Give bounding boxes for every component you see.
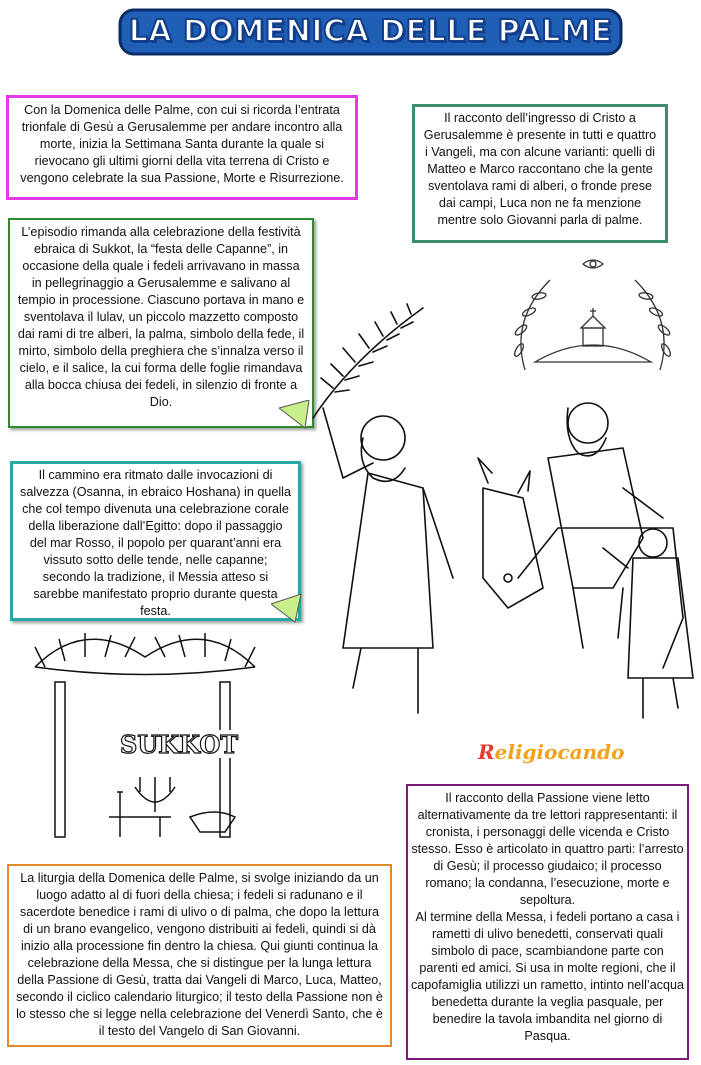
brand-logo	[478, 740, 625, 770]
liturgy-text: La liturgia della Domenica delle Palme, si svolge iniziando da un luogo adatto al di fuori della chiesa; i fedeli si radunano e il sacerdote benedice i rami di ulivo o di palma, che dopo la lettura di un brano evangelico, vengono distribuiti ai fedeli, quindi si dà inizio alla processione fin dentro la chiesa. Qui giunti continua la celebrazione della Messa, che si distingue per la lunga lettura della Passione di Gesù, tratta dai Vangeli di Marco, Luca, Matteo, secondo il ciclico calendario liturgico; il testo della Passione non è lo stesso che si legge nella celebrazione del Venerdì Santo, che è il testo del Vangelo di San Giovanni.	[16, 871, 383, 1038]
palm-entry-illustration	[283, 288, 701, 728]
intro-text: Con la Domenica delle Palme, con cui si ricorda l’entrata trionfale di Gesù a Gerusalemme per andare incontro alla morte, inizia la Settimana Santa durante la quale si rievocano gli ultimi giorni della vita terrena di Cristo e vengono celebrate la sua Passione, Morte e Risurrezione.	[20, 103, 344, 185]
passion-text-2: Al termine della Messa, i fedeli portano a casa i rametti di ulivo benedetti, conservati quali simbolo di pace, scambiandone parte con parenti ed amici. Si usa in molte regioni, che il capofamiglia utilizzi un rametto, intinto nell’acqua benedetta durante la veglia pasquale, per benedire la tavola imbandita nel giorno di Pasqua.	[411, 910, 685, 1043]
liturgy-text-box	[7, 864, 392, 1047]
procession-text-box	[10, 461, 301, 621]
sukkot-text-box	[8, 218, 314, 428]
brand-logo-first: R	[478, 740, 495, 764]
gospels-text-box	[412, 104, 668, 243]
intro-text-box	[6, 95, 358, 200]
procession-text: Il cammino era ritmato dalle invocazioni di salvezza (Osanna, in ebraico Hoshana) in quella che col tempo divenuta una celebrazione corale della liberazione dall’Egitto: dopo il passaggio del mar Rosso, il popolo per quarant’anni era vissuto sotto delle tende, nelle capanne; secondo la tradizione, il Messia atteso si sarebbe manifestato proprio durante questa festa.	[20, 468, 291, 618]
page-title: LA DOMENICA DELLE PALME	[128, 14, 613, 49]
gospels-text: Il racconto dell’ingresso di Cristo a Gerusalemme è presente in tutti e quattro i Vangeli, ma con alcune varianti: quelli di Matteo e Marco raccontano che la gente sventolava rami di alberi, o fronde prese dai campi, Luca non ne fa menzione mentre solo Giovanni parla di palme.	[423, 111, 657, 227]
sukkot-text: L’episodio rimanda alla celebrazione della festività ebraica di Sukkot, la “festa delle Capanne”, in occasione della quale i fedeli arrivavano in massa in pellegrinaggio a Gerusalemme e salivano al tempio in processione. Ciascuno portava in mano e sventolava il lulav, un piccolo mazzetto composto dai rami di tre alberi, la palma, simbolo della fede, il mirto, simbolo della preghiera che s’innalza verso il cielo, e il salice, la cui forma delle foglie rimandava alla bocca chiusa dei fedeli, in silenzio di fronte a Dio.	[17, 225, 305, 409]
passion-text-1: Il racconto della Passione viene letto alternativamente da tre lettori rappresentanti: il cronista, i personaggi delle vicenda e Cristo stesso. Esso è articolato in quattro parti: l’arresto di Gesù; il processo giudaico; il processo romano; la condanna, l’esecuzione, morte e sepoltura.	[411, 791, 684, 907]
sukkot-hut-illustration	[25, 627, 260, 842]
passion-text-box	[406, 784, 689, 1060]
page-title-banner	[118, 6, 623, 58]
sukkot-sign: SUKKOT	[120, 730, 239, 759]
brand-logo-rest: eligiocando	[494, 740, 625, 764]
